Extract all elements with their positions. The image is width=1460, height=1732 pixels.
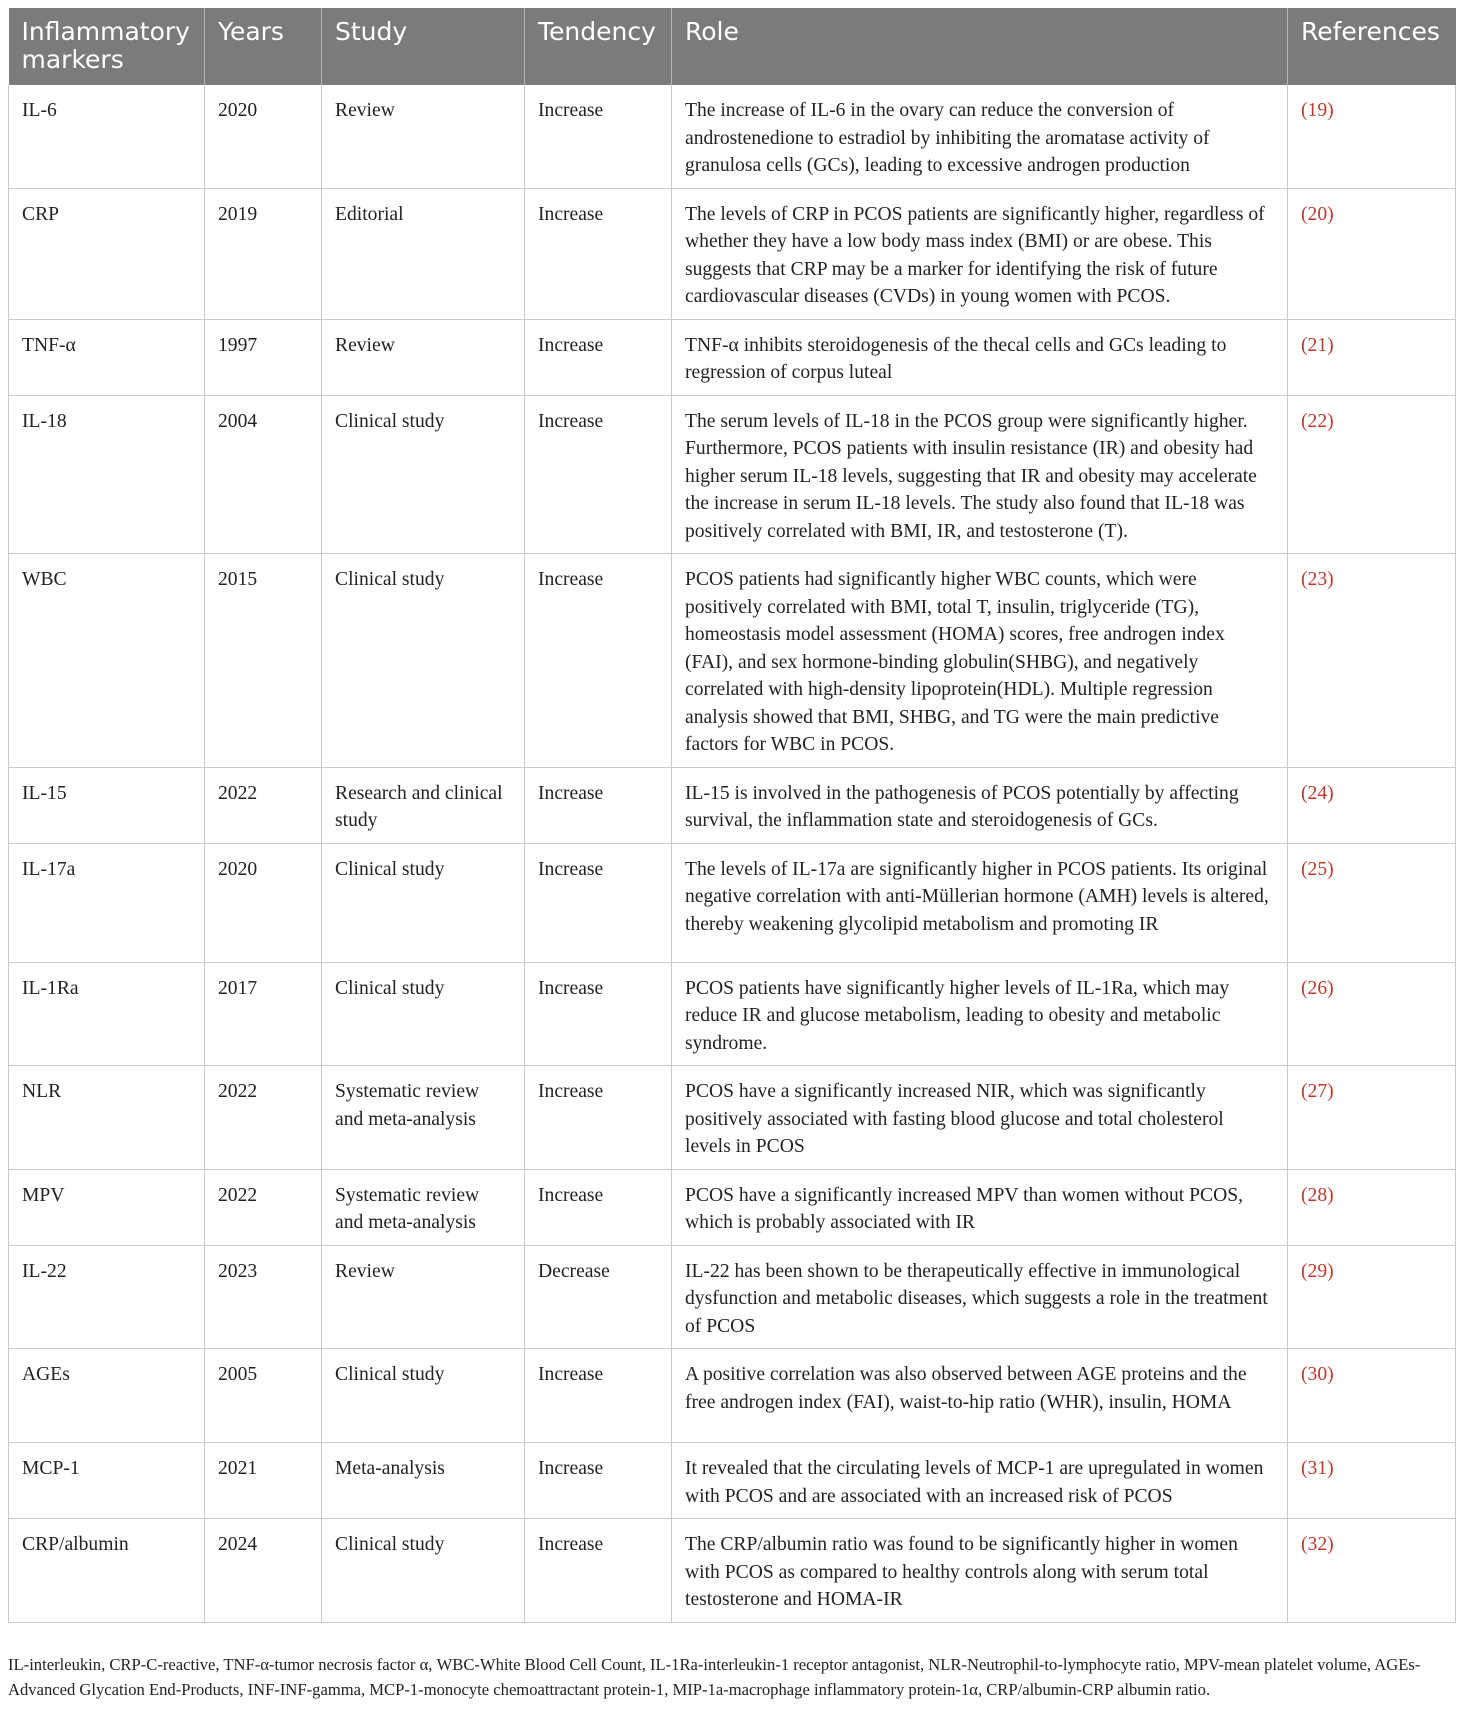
tendency-cell: Increase bbox=[525, 319, 672, 395]
year-cell: 2023 bbox=[205, 1245, 322, 1349]
reference-cell: (26) bbox=[1288, 962, 1456, 1066]
study-cell: Clinical study bbox=[322, 962, 525, 1066]
reference-link[interactable]: 25 bbox=[1307, 858, 1328, 880]
tendency-cell: Decrease bbox=[525, 1245, 672, 1349]
marker-cell: IL-1Ra bbox=[9, 962, 205, 1066]
role-cell: The levels of CRP in PCOS patients are significantly higher, regardless of whether they have a low body mass index (BMI) or are obese. This suggests that CRP may be a marker for identifying the risk of future cardiovascular diseases (CVDs) in young women with PCOS. bbox=[672, 188, 1288, 319]
study-cell: Clinical study bbox=[322, 1349, 525, 1443]
marker-cell: TNF-α bbox=[9, 319, 205, 395]
tendency-cell: Increase bbox=[525, 395, 672, 554]
tendency-cell: Increase bbox=[525, 1519, 672, 1623]
role-cell: PCOS patients have significantly higher levels of IL-1Ra, which may reduce IR and glucose metabolism, leading to obesity and metabolic syndrome. bbox=[672, 962, 1288, 1066]
study-cell: Review bbox=[322, 319, 525, 395]
table-body bbox=[9, 85, 1456, 1622]
reference-link[interactable]: 31 bbox=[1307, 1458, 1328, 1479]
role-cell: TNF-α inhibits steroidogenesis of the thecal cells and GCs leading to regression of corpus luteal bbox=[672, 319, 1288, 395]
study-cell: Review bbox=[322, 85, 525, 188]
marker-cell: IL-6 bbox=[9, 85, 205, 188]
year-cell: 2024 bbox=[205, 1519, 322, 1623]
reference-link[interactable]: 20 bbox=[1307, 203, 1328, 225]
tendency-cell: Increase bbox=[525, 1349, 672, 1443]
marker-cell: IL-22 bbox=[9, 1245, 205, 1349]
tendency-cell: Increase bbox=[525, 188, 672, 319]
reference-cell: (20) bbox=[1288, 188, 1456, 319]
table-row bbox=[9, 1519, 1456, 1623]
role-cell: PCOS have a significantly increased NIR, which was significantly positively associated with fasting blood glucose and total cholesterol levels in PCOS bbox=[672, 1066, 1288, 1170]
reference-cell: (21) bbox=[1288, 319, 1456, 395]
study-cell: Clinical study bbox=[322, 843, 525, 962]
header-study: Study bbox=[322, 8, 525, 85]
role-cell: IL-22 has been shown to be therapeutically effective in immunological dysfunction and metabolic diseases, which suggests a role in the treatment of PCOS bbox=[672, 1245, 1288, 1349]
study-cell: Editorial bbox=[322, 188, 525, 319]
year-cell: 2022 bbox=[205, 1066, 322, 1170]
reference-cell: (31) bbox=[1288, 1443, 1456, 1519]
inflammatory-markers-table bbox=[8, 8, 1456, 1623]
year-cell: 2005 bbox=[205, 1349, 322, 1443]
table-container bbox=[8, 8, 1455, 1623]
marker-cell: CRP/albumin bbox=[9, 1519, 205, 1623]
role-cell: The CRP/albumin ratio was found to be significantly higher in women with PCOS as compared to healthy controls along with serum total testosterone and HOMA-IR bbox=[672, 1519, 1288, 1623]
tendency-cell: Increase bbox=[525, 1066, 672, 1170]
reference-cell: (27) bbox=[1288, 1066, 1456, 1170]
role-cell: The levels of IL-17a are significantly higher in PCOS patients. Its original negative correlation with anti-Müllerian hormone (AMH) levels is altered, thereby weakening glycolipid metabolism and promoting IR bbox=[672, 843, 1288, 962]
year-cell: 2020 bbox=[205, 85, 322, 188]
reference-cell: (19) bbox=[1288, 85, 1456, 188]
reference-link[interactable]: 22 bbox=[1307, 410, 1328, 432]
tendency-cell: Increase bbox=[525, 1169, 672, 1245]
reference-link[interactable]: 32 bbox=[1307, 1534, 1328, 1555]
table-row bbox=[9, 319, 1456, 395]
study-cell: Clinical study bbox=[322, 1519, 525, 1623]
reference-link[interactable]: 26 bbox=[1307, 977, 1328, 999]
marker-cell: MCP-1 bbox=[9, 1443, 205, 1519]
role-cell: The increase of IL-6 in the ovary can reduce the conversion of androstenedione to estradiol by inhibiting the aromatase activity of granulosa cells (GCs), leading to excessive androgen production bbox=[672, 85, 1288, 188]
reference-cell: (22) bbox=[1288, 395, 1456, 554]
year-cell: 2019 bbox=[205, 188, 322, 319]
marker-cell: CRP bbox=[9, 188, 205, 319]
study-cell: Meta-analysis bbox=[322, 1443, 525, 1519]
marker-cell: IL-15 bbox=[9, 767, 205, 843]
reference-cell: (28) bbox=[1288, 1169, 1456, 1245]
year-cell: 2022 bbox=[205, 1169, 322, 1245]
table-row bbox=[9, 395, 1456, 554]
reference-cell: (32) bbox=[1288, 1519, 1456, 1623]
reference-cell: (23) bbox=[1288, 554, 1456, 768]
table-row bbox=[9, 962, 1456, 1066]
tendency-cell: Increase bbox=[525, 1443, 672, 1519]
marker-cell: WBC bbox=[9, 554, 205, 768]
reference-cell: (24) bbox=[1288, 767, 1456, 843]
tendency-cell: Increase bbox=[525, 85, 672, 188]
reference-link[interactable]: 29 bbox=[1307, 1260, 1328, 1282]
reference-link[interactable]: 23 bbox=[1307, 569, 1328, 590]
reference-cell: (30) bbox=[1288, 1349, 1456, 1443]
marker-cell: MPV bbox=[9, 1169, 205, 1245]
marker-cell: IL-18 bbox=[9, 395, 205, 554]
study-cell: Clinical study bbox=[322, 395, 525, 554]
year-cell: 2004 bbox=[205, 395, 322, 554]
year-cell: 1997 bbox=[205, 319, 322, 395]
table-row bbox=[9, 188, 1456, 319]
study-cell: Systematic review and meta-analysis bbox=[322, 1066, 525, 1170]
table-row bbox=[9, 85, 1456, 188]
reference-link[interactable]: 30 bbox=[1307, 1364, 1328, 1385]
study-cell: Research and clinical study bbox=[322, 767, 525, 843]
reference-link[interactable]: 27 bbox=[1307, 1081, 1328, 1102]
table-row bbox=[9, 1443, 1456, 1519]
header-role: Role bbox=[672, 8, 1288, 85]
tendency-cell: Increase bbox=[525, 962, 672, 1066]
tendency-cell: Increase bbox=[525, 767, 672, 843]
header-tendency: Tendency bbox=[525, 8, 672, 85]
reference-cell: (25) bbox=[1288, 843, 1456, 962]
year-cell: 2020 bbox=[205, 843, 322, 962]
role-cell: IL-15 is involved in the pathogenesis of PCOS potentially by affecting survival, the inflammation state and steroidogenesis of GCs. bbox=[672, 767, 1288, 843]
reference-cell: (29) bbox=[1288, 1245, 1456, 1349]
marker-cell: NLR bbox=[9, 1066, 205, 1170]
table-row bbox=[9, 767, 1456, 843]
table-row bbox=[9, 1066, 1456, 1170]
reference-link[interactable]: 28 bbox=[1307, 1184, 1328, 1206]
header-inflammatory-markers: Inflammatory markers bbox=[9, 8, 205, 85]
header-row bbox=[9, 8, 1456, 85]
table-row bbox=[9, 1245, 1456, 1349]
table-row bbox=[9, 843, 1456, 962]
tendency-cell: Increase bbox=[525, 554, 672, 768]
study-cell: Clinical study bbox=[322, 554, 525, 768]
table-row bbox=[9, 554, 1456, 768]
study-cell: Review bbox=[322, 1245, 525, 1349]
role-cell: PCOS have a significantly increased MPV than women without PCOS, which is probably associated with IR bbox=[672, 1169, 1288, 1245]
table-footnote: IL-interleukin, CRP-C-reactive, TNF-α-tumor necrosis factor α, WBC-White Blood Cell Count, IL-1Ra-interleukin-1 receptor antagonist, NLR-Neutrophil-to-lymphocyte ratio, MPV-mean platelet volume, AGEs-Advanced Glycation End-Products, INF-INF-gamma, MCP-1-monocyte chemoattractant protein-1, MIP-1a-macrophage inflammatory protein-1α, CRP/albumin-CRP albumin ratio. bbox=[8, 1655, 1421, 1699]
marker-cell: AGEs bbox=[9, 1349, 205, 1443]
year-cell: 2015 bbox=[205, 554, 322, 768]
role-cell: It revealed that the circulating levels of MCP-1 are upregulated in women with PCOS and are associated with an increased risk of PCOS bbox=[672, 1443, 1288, 1519]
reference-link[interactable]: 24 bbox=[1307, 782, 1328, 804]
reference-link[interactable]: 19 bbox=[1307, 100, 1328, 121]
header-years: Years bbox=[205, 8, 322, 85]
tendency-cell: Increase bbox=[525, 843, 672, 962]
year-cell: 2021 bbox=[205, 1443, 322, 1519]
reference-link[interactable]: 21 bbox=[1307, 334, 1328, 356]
table-header bbox=[9, 8, 1456, 85]
header-references: References bbox=[1288, 8, 1456, 85]
marker-cell: IL-17a bbox=[9, 843, 205, 962]
role-cell: PCOS patients had significantly higher WBC counts, which were positively correlated with BMI, total T, insulin, triglyceride (TG), homeostasis model assessment (HOMA) scores, free androgen index (FAI), and sex hormone-binding globulin(SHBG), and negatively correlated with high-density lipoprotein(HDL). Multiple regression analysis showed that BMI, SHBG, and TG were the main predictive factors for WBC in PCOS. bbox=[672, 554, 1288, 768]
table-row bbox=[9, 1349, 1456, 1443]
year-cell: 2017 bbox=[205, 962, 322, 1066]
year-cell: 2022 bbox=[205, 767, 322, 843]
role-cell: The serum levels of IL-18 in the PCOS group were significantly higher. Furthermore, PCOS patients with insulin resistance (IR) and obesity had higher serum IL-18 levels, suggesting that IR and obesity may accelerate the increase in serum IL-18 levels. The study also found that IL-18 was positively correlated with BMI, IR, and testosterone (T). bbox=[672, 395, 1288, 554]
role-cell: A positive correlation was also observed between AGE proteins and the free androgen index (FAI), waist-to-hip ratio (WHR), insulin, HOMA bbox=[672, 1349, 1288, 1443]
study-cell: Systematic review and meta-analysis bbox=[322, 1169, 525, 1245]
table-row bbox=[9, 1169, 1456, 1245]
